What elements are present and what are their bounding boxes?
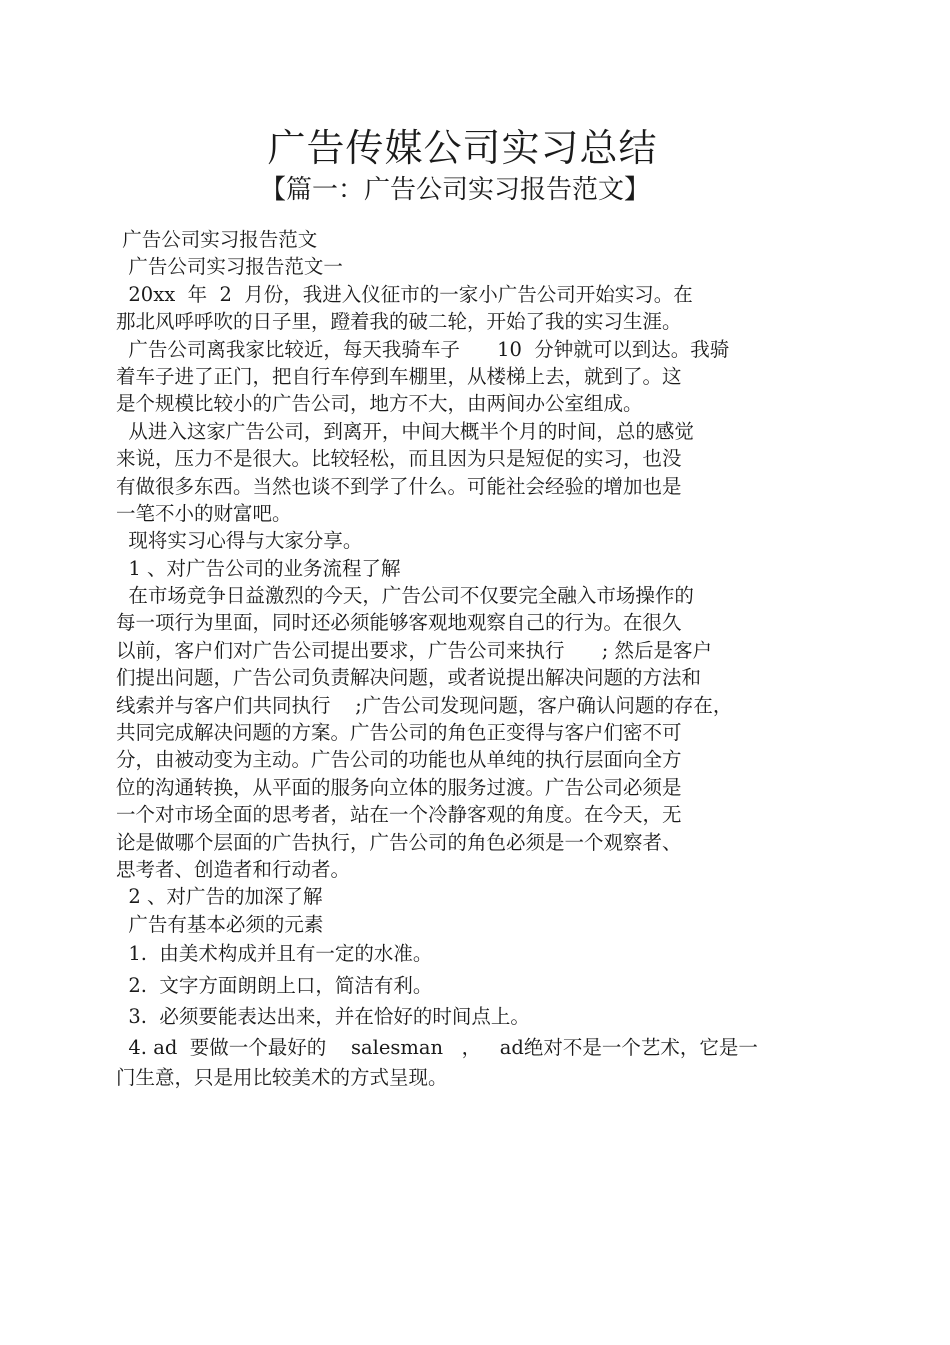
text-line: 思考者、创造者和行动者。 — [116, 857, 351, 881]
text-line: 广告有基本必须的元素 — [116, 912, 324, 936]
text-line: 有做很多东西。当然也谈不到学了什么。可能社会经验的增加也是 — [116, 474, 682, 498]
text-line: 2 、对广告的加深了解 — [116, 885, 323, 909]
text-line: 一笔不小的财富吧。 — [116, 501, 292, 525]
list-item: 3. 必须要能表达出来，并在恰好的时间点上。 — [116, 1004, 530, 1028]
document-title: 广告传媒公司实习总结 — [267, 126, 658, 170]
text-line: 论是做哪个层面的广告执行，广告公司的角色必须是一个观察者、 — [116, 830, 682, 854]
text-line: 广告公司离我家比较近，每天我骑车子 10 分钟就可以到达。我骑 — [116, 337, 730, 361]
text-line: 在市场竞争日益激烈的今天，广告公司不仅要完全融入市场操作的 — [116, 584, 694, 608]
document-body — [116, 226, 806, 1091]
text-line: 那北风呼呼吹的日子里，蹬着我的破二轮，开始了我的实习生涯。 — [116, 310, 682, 334]
text-line: 每一项行为里面，同时还必须能够客观地观察自己的行为。在很久 — [116, 611, 682, 635]
text-line: 分，由被动变为主动。广告公司的功能也从单纯的执行层面向全方 — [116, 748, 682, 772]
text-line: 以前，客户们对广告公司提出要求，广告公司来执行 ; 然后是客户 — [116, 638, 712, 662]
list-item: 2. 文字方面朗朗上口，简洁有利。 — [116, 973, 433, 997]
document-subtitle: 【篇一：广告公司实习报告范文】 — [259, 175, 650, 205]
text-line: 共同完成解决问题的方案。广告公司的角色正变得与客户们密不可 — [116, 721, 682, 745]
list-item: 1. 由美术构成并且有一定的水准。 — [116, 942, 433, 966]
text-line: 门生意，只是用比较美术的方式呈现。 — [116, 1065, 448, 1089]
text-line: 现将实习心得与大家分享。 — [116, 529, 363, 553]
text-line: 1 、对广告公司的业务流程了解 — [116, 556, 401, 580]
text-line: 20xx 年 2 月份，我进入仪征市的一家小广告公司开始实习。在 — [116, 282, 693, 306]
list-item: 4. ad 要做一个最好的 salesman ， ad绝对不是一个艺术，它是一 — [116, 1036, 758, 1060]
text-line: 来说，压力不是很大。比较轻松，而且因为只是短促的实习，也没 — [116, 447, 682, 471]
text-line: 着车子进了正门，把自行车停到车棚里，从楼梯上去，就到了。这 — [116, 364, 682, 388]
text-line: 位的沟通转换，从平面的服务向立体的服务过渡。广告公司必须是 — [116, 775, 682, 799]
text-line: 广告公司实习报告范文 — [116, 228, 318, 251]
text-line: 线索并与客户们共同执行 ;广告公司发现问题，客户确认问题的存在， — [116, 693, 733, 717]
text-line: 们提出问题，广告公司负责解决问题，或者说提出解决问题的方法和 — [116, 666, 702, 690]
text-line: 广告公司实习报告范文一 — [116, 255, 343, 279]
text-line: 从进入这家广告公司，到离开，中间大概半个月的时间，总的感觉 — [116, 419, 694, 443]
text-line: 一个对市场全面的思考者，站在一个冷静客观的角度。在今天，无 — [116, 803, 682, 827]
text-line: 是个规模比较小的广告公司，地方不大，由两间办公室组成。 — [116, 392, 643, 416]
